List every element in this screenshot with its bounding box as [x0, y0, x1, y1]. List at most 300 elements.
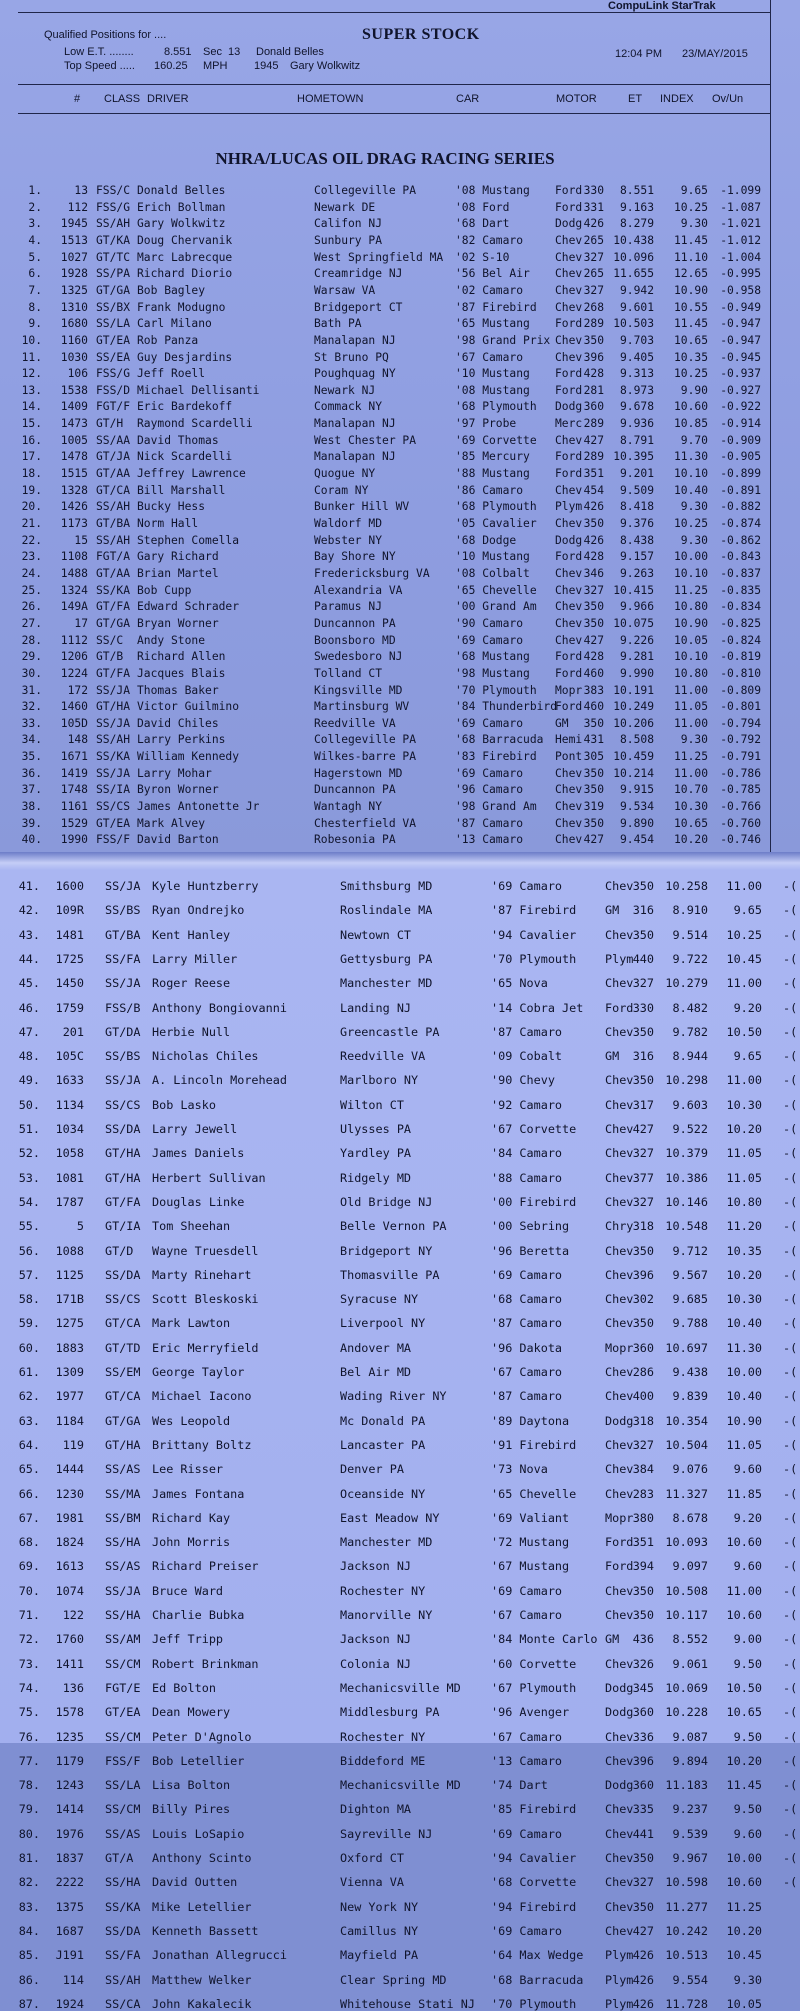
row-motor-make: Mopr	[555, 683, 583, 697]
row-driver: Bob Bagley	[137, 283, 206, 297]
row-motor-make: Chev	[555, 833, 583, 847]
row-over-under: -1.099	[720, 184, 761, 197]
row-class: GT/HA	[96, 700, 131, 714]
row-over-under: -(	[783, 1000, 798, 1015]
table-row	[0, 667, 800, 681]
row-class: SS/MA	[105, 1486, 141, 1501]
row-driver: Bucky Hess	[137, 500, 206, 514]
row-index: 11.10	[673, 250, 708, 264]
row-motor-size: 351	[632, 1535, 654, 1550]
row-et: 10.508	[665, 1583, 708, 1598]
row-et: 10.214	[613, 766, 654, 780]
row-driver: Byron Worner	[137, 783, 219, 797]
row-car-number: 136	[62, 1680, 84, 1695]
row-motor-make: Chev	[555, 350, 583, 364]
row-motor-make: Chev	[555, 766, 583, 780]
row-over-under: -0.905	[720, 450, 761, 464]
header-mid-rule	[18, 84, 770, 85]
row-class: SS/FA	[105, 951, 141, 966]
row-motor-size: 426	[632, 1948, 654, 1963]
row-class: GT/IA	[105, 1219, 141, 1234]
row-car: '68 Corvette	[491, 1875, 577, 1890]
row-car-number: 1824	[55, 1535, 84, 1550]
row-over-under: -(	[783, 1486, 798, 1501]
row-motor-size: 384	[632, 1462, 654, 1477]
row-class: GT/EA	[96, 333, 131, 347]
row-over-under: -0.791	[720, 750, 761, 764]
row-motor-size: 318	[632, 1413, 654, 1428]
row-et: 11.327	[665, 1486, 708, 1501]
row-hometown: Oxford CT	[340, 1851, 404, 1865]
table-row	[0, 1049, 800, 1063]
row-hometown: Denver PA	[340, 1462, 404, 1477]
row-hometown: Bridgeport NY	[340, 1243, 433, 1258]
row-driver: Bob Letellier	[152, 1753, 245, 1768]
row-index: 10.60	[726, 1608, 762, 1622]
row-over-under: -0.801	[720, 700, 761, 714]
row-car-number: 1419	[60, 766, 88, 780]
row-hometown: Hagerstown MD	[314, 766, 403, 780]
row-car-number: 1450	[55, 976, 84, 991]
row-position: 56.	[18, 1243, 40, 1258]
row-motor-size: 360	[632, 1778, 654, 1793]
row-hometown: New York NY	[340, 1899, 419, 1914]
row-motor-make: GM	[605, 1049, 620, 1064]
row-et: 9.890	[619, 816, 654, 830]
row-hometown: Andover MA	[340, 1340, 412, 1355]
row-hometown: Robesonia PA	[314, 833, 396, 847]
row-motor-size: 350	[632, 879, 654, 893]
row-class: SS/HA	[105, 1608, 141, 1622]
row-position: 4.	[28, 233, 42, 247]
row-motor-make: Chev	[555, 333, 583, 347]
row-over-under: -0.899	[720, 467, 761, 481]
row-motor-make: Chev	[555, 816, 583, 830]
row-motor-size: 265	[583, 233, 604, 247]
table-row	[0, 650, 800, 664]
row-motor-make: Chev	[605, 1899, 634, 1914]
row-hometown: Landing NJ	[340, 1000, 412, 1015]
row-class: GT/H	[96, 417, 124, 431]
row-over-under: -0.891	[720, 483, 761, 497]
row-over-under: -(	[783, 1097, 798, 1112]
row-et: 11.183	[665, 1778, 708, 1793]
row-et: 8.279	[619, 217, 654, 231]
row-car: '60 Corvette	[491, 1656, 577, 1671]
row-motor-size: 350	[632, 1583, 654, 1598]
row-index: 10.25	[673, 200, 708, 214]
row-index: 11.00	[726, 1583, 762, 1598]
row-hometown: Gettysburg PA	[340, 951, 433, 966]
row-over-under: -(	[783, 927, 798, 942]
row-hometown: Old Bridge NJ	[340, 1194, 433, 1209]
row-motor-size: 426	[632, 1972, 654, 1987]
table-row	[0, 1219, 800, 1233]
row-over-under: -(	[783, 1219, 798, 1234]
row-driver: Brittany Boltz	[152, 1437, 252, 1452]
row-over-under: -1.012	[720, 233, 761, 247]
row-et: 9.376	[619, 517, 654, 530]
row-class: SS/BS	[105, 903, 141, 918]
row-position: 46.	[18, 1000, 40, 1015]
row-index: 10.20	[726, 1122, 762, 1136]
row-hometown: Manchester MD	[340, 1535, 433, 1550]
row-et: 10.697	[665, 1340, 708, 1355]
row-car: '87 Camaro	[455, 816, 524, 830]
row-car: '68 Barracuda	[455, 733, 544, 747]
row-position: 57.	[18, 1267, 40, 1282]
row-index: 10.90	[726, 1413, 762, 1428]
row-car-number: 1328	[60, 483, 88, 497]
row-car: '69 Camaro	[491, 1826, 563, 1841]
row-et: 10.459	[613, 750, 654, 764]
row-class: SS/AH	[96, 733, 131, 747]
row-motor-size: 460	[583, 700, 604, 714]
row-et: 9.509	[619, 483, 654, 497]
results-sheet-upper	[0, 0, 800, 862]
row-et: 10.258	[665, 879, 708, 893]
row-over-under: -0.909	[720, 433, 761, 447]
row-et: 10.298	[665, 1073, 708, 1088]
row-over-under: -0.937	[720, 367, 761, 381]
row-driver: Victor Guilmino	[137, 700, 240, 714]
row-et: 9.097	[672, 1559, 708, 1574]
row-position: 12.	[21, 367, 42, 381]
row-class: SS/JA	[105, 879, 141, 893]
row-driver: Larry Perkins	[137, 733, 226, 747]
row-class: SS/KA	[96, 583, 131, 597]
row-position: 2.	[28, 200, 42, 214]
row-index: 10.35	[726, 1243, 762, 1258]
row-hometown: Wilkes-barre PA	[314, 750, 417, 764]
row-car: '69 Camaro	[455, 716, 524, 730]
row-motor-size: 317	[632, 1097, 654, 1112]
row-et: 9.685	[672, 1292, 708, 1307]
row-driver: Billy Pires	[152, 1802, 231, 1817]
row-over-under: -0.794	[720, 716, 761, 730]
row-index: 9.30	[680, 500, 708, 514]
row-position: 53.	[18, 1170, 40, 1185]
row-motor-size: 350	[632, 1073, 654, 1088]
row-et: 8.508	[619, 733, 654, 747]
row-driver: Bob Lasko	[152, 1097, 216, 1112]
row-class: SS/KA	[96, 750, 131, 764]
row-class: SS/JA	[96, 716, 131, 730]
row-et: 10.228	[665, 1705, 708, 1720]
row-car: '65 Nova	[491, 976, 548, 991]
row-et: 9.226	[619, 633, 654, 647]
row-class: SS/CA	[105, 1996, 141, 2011]
row-motor-make: Chev	[605, 1753, 634, 1768]
row-position: 54.	[18, 1194, 40, 1209]
row-over-under: -0.786	[720, 766, 761, 780]
results-sheet-lower	[0, 862, 800, 2011]
table-row	[0, 600, 800, 614]
row-et: 9.554	[672, 1972, 708, 1987]
row-position: 75.	[18, 1705, 40, 1720]
row-car-number: 122	[62, 1608, 84, 1622]
row-driver: Gary Richard	[137, 550, 219, 564]
row-index: 9.65	[680, 184, 708, 197]
row-motor-size: 302	[632, 1292, 654, 1307]
row-over-under: -(	[783, 1122, 798, 1136]
row-index: 11.00	[673, 683, 708, 697]
row-driver: Norm Hall	[137, 517, 199, 530]
row-motor-size: 427	[583, 633, 604, 647]
row-hometown: Duncannon PA	[314, 783, 396, 797]
row-over-under: -(	[783, 1826, 798, 1841]
row-position: 17.	[21, 450, 42, 464]
row-hometown: Ulysses PA	[340, 1122, 412, 1136]
row-over-under: -0.834	[720, 600, 761, 614]
row-driver: David Outten	[152, 1875, 238, 1890]
row-motor-size: 350	[583, 716, 604, 730]
row-motor-make: Ford	[605, 1559, 634, 1574]
table-row	[0, 976, 800, 990]
row-hometown: Bel Air MD	[340, 1365, 412, 1379]
row-class: SS/AH	[96, 500, 131, 514]
row-car-number: 1034	[55, 1122, 84, 1136]
row-position: 47.	[18, 1024, 40, 1039]
table-row	[0, 267, 800, 281]
row-class: GT/B	[96, 650, 124, 664]
row-motor-make: Ford	[555, 383, 583, 397]
row-car: '09 Cobalt	[491, 1049, 563, 1064]
table-row	[0, 334, 800, 348]
row-driver: John Morris	[152, 1535, 231, 1550]
row-et: 9.942	[619, 283, 654, 297]
col-header-hometown: HOMETOWN	[297, 93, 364, 105]
row-hometown: Rochester NY	[340, 1583, 426, 1598]
row-class: SS/EA	[96, 350, 131, 364]
row-over-under: -(	[783, 1146, 798, 1161]
row-position: 5.	[28, 250, 42, 264]
row-driver: Marc Labrecque	[137, 250, 233, 264]
row-over-under: -(	[783, 1729, 798, 1744]
row-motor-make: Chev	[605, 1243, 634, 1258]
row-position: 11.	[21, 350, 42, 364]
row-et: 9.157	[619, 550, 654, 564]
row-position: 61.	[18, 1365, 40, 1379]
row-class: GT/TD	[105, 1340, 141, 1355]
table-row	[0, 1389, 800, 1403]
row-hometown: Coram NY	[314, 483, 369, 497]
row-hometown: Paramus NJ	[314, 600, 383, 614]
row-driver: Michael Iacono	[152, 1389, 252, 1404]
row-car-number: 1160	[60, 333, 88, 347]
row-position: 74.	[18, 1680, 40, 1695]
row-over-under: -0.949	[720, 300, 761, 314]
table-row	[0, 1292, 800, 1306]
row-motor-make: Mopr	[605, 1510, 634, 1525]
row-et: 8.910	[672, 903, 708, 918]
row-motor-size: 441	[632, 1826, 654, 1841]
row-hometown: Warsaw VA	[314, 283, 376, 297]
row-car: '08 Mustang	[455, 184, 530, 197]
row-driver: Matthew Welker	[152, 1972, 252, 1987]
row-et: 10.093	[665, 1535, 708, 1550]
row-index: 9.30	[680, 217, 708, 231]
row-driver: Thomas Baker	[137, 683, 219, 697]
row-motor-size: 316	[632, 1049, 654, 1064]
row-hometown: Waldorf MD	[314, 517, 383, 530]
table-row	[0, 234, 800, 248]
row-over-under: -(	[783, 903, 798, 918]
row-class: SS/AA	[96, 433, 131, 447]
row-position: 83.	[18, 1899, 40, 1914]
row-car: '98 Grand Prix	[455, 333, 551, 347]
row-motor-size: 327	[632, 1437, 654, 1452]
row-car-number: 1883	[55, 1340, 84, 1355]
row-et: 8.418	[619, 500, 654, 514]
row-car: '70 Plymouth	[491, 1996, 577, 2011]
row-over-under: -(	[783, 1340, 798, 1355]
row-et: 9.601	[619, 300, 654, 314]
row-et: 10.438	[613, 233, 654, 247]
row-car-number: 1748	[60, 783, 88, 797]
row-car: '10 Mustang	[455, 550, 530, 564]
row-hometown: Mechanicsville MD	[340, 1778, 461, 1793]
row-class: SS/KA	[105, 1899, 141, 1914]
row-motor-size: 360	[632, 1340, 654, 1355]
row-hometown: Swedesboro NJ	[314, 650, 403, 664]
table-row	[0, 584, 800, 598]
row-motor-size: 426	[583, 500, 604, 514]
row-motor-size: 396	[632, 1267, 654, 1282]
row-motor-size: 396	[583, 350, 604, 364]
row-motor-size: 268	[583, 300, 604, 314]
row-driver: Raymond Scardelli	[137, 417, 253, 431]
row-driver: Kyle Huntzberry	[152, 879, 259, 893]
table-row	[0, 1778, 800, 1792]
table-row	[0, 1122, 800, 1136]
row-over-under: -(	[783, 1170, 798, 1185]
table-row	[0, 903, 800, 917]
row-motor-size: 360	[632, 1705, 654, 1720]
row-et: 9.539	[672, 1826, 708, 1841]
row-class: SS/JA	[105, 1583, 141, 1598]
row-index: 10.00	[726, 1365, 762, 1379]
row-et: 9.438	[672, 1365, 708, 1379]
row-driver: Bruce Ward	[152, 1583, 224, 1598]
row-hometown: Sunbury PA	[314, 233, 383, 247]
row-over-under: -0.824	[720, 633, 761, 647]
row-car-number: 149A	[60, 600, 88, 614]
row-motor-size: 350	[632, 1243, 654, 1258]
row-index: 11.00	[726, 1073, 762, 1088]
row-hometown: Manalapan NJ	[314, 450, 396, 464]
row-position: 51.	[18, 1122, 40, 1136]
row-driver: Mark Lawton	[152, 1316, 231, 1331]
row-motor-size: 305	[583, 750, 604, 764]
row-index: 10.20	[726, 1923, 762, 1938]
row-motor-make: Chev	[555, 566, 583, 580]
row-over-under: -(	[783, 1583, 798, 1598]
row-motor-size: 350	[583, 783, 604, 797]
row-motor-size: 345	[632, 1680, 654, 1695]
row-car-number: 1460	[60, 700, 88, 714]
row-motor-size: 350	[632, 1024, 654, 1039]
row-motor-make: Ford	[605, 1535, 634, 1550]
col-header-class: CLASS	[104, 93, 141, 105]
row-car-number: 1243	[55, 1778, 84, 1793]
row-class: GT/FA	[96, 666, 131, 680]
row-et: 9.076	[672, 1462, 708, 1477]
row-motor-make: Chev	[605, 1826, 634, 1841]
row-hometown: Reedville VA	[314, 716, 396, 730]
row-car: '08 Mustang	[455, 383, 530, 397]
row-position: 45.	[18, 976, 40, 991]
row-driver: Rob Panza	[137, 333, 199, 347]
table-row	[0, 1195, 800, 1209]
row-car-number: 1414	[55, 1802, 84, 1817]
row-position: 85.	[18, 1948, 40, 1963]
row-car: '69 Camaro	[455, 766, 524, 780]
top-speed-car: 1945	[254, 60, 279, 72]
row-car-number: 1725	[55, 951, 84, 966]
row-driver: Robert Brinkman	[152, 1656, 259, 1671]
row-hometown: Poughquag NY	[314, 367, 396, 381]
row-over-under: -(	[783, 1705, 798, 1720]
row-car: '05 Cavalier	[455, 517, 537, 530]
row-et: 10.075	[613, 616, 654, 630]
row-index: 10.10	[673, 650, 708, 664]
row-car-number: 1030	[60, 350, 88, 364]
row-position: 34.	[21, 733, 42, 747]
row-index: 10.40	[726, 1389, 762, 1404]
row-motor-make: Chev	[605, 1729, 634, 1744]
row-car: '72 Mustang	[491, 1535, 570, 1550]
row-et: 8.552	[672, 1632, 708, 1647]
row-motor-size: 330	[632, 1000, 654, 1015]
row-motor-size: 350	[632, 1851, 654, 1865]
row-class: SS/BM	[105, 1510, 141, 1525]
row-motor-size: 346	[583, 566, 604, 580]
row-motor-size: 350	[632, 1608, 654, 1622]
row-index: 10.90	[673, 283, 708, 297]
row-car-number: 1837	[55, 1851, 84, 1865]
row-car: '85 Mercury	[455, 450, 530, 464]
table-row	[0, 1438, 800, 1452]
row-driver: George Taylor	[152, 1365, 245, 1379]
low-et-label: Low E.T. ........	[64, 46, 134, 58]
row-et: 8.791	[619, 433, 654, 447]
row-motor-size: 327	[632, 976, 654, 991]
row-class: FGT/F	[96, 400, 131, 414]
row-driver: Larry Mohar	[137, 766, 212, 780]
row-motor-size: 350	[632, 1316, 654, 1331]
report-date: 23/MAY/2015	[682, 48, 748, 60]
row-motor-make: Chev	[555, 233, 583, 247]
row-car-number: 201	[62, 1024, 84, 1039]
row-position: 20.	[21, 500, 42, 514]
row-index: 10.65	[726, 1705, 762, 1720]
row-et: 10.279	[665, 976, 708, 991]
row-motor-make: Chev	[605, 879, 634, 893]
row-car: '68 Dart	[455, 217, 510, 231]
table-row	[0, 351, 800, 365]
row-car-number: 1981	[55, 1510, 84, 1525]
row-et: 10.242	[665, 1923, 708, 1938]
row-class: SS/CS	[96, 800, 131, 814]
row-car: '90 Chevy	[491, 1073, 555, 1088]
row-car: '67 Mustang	[491, 1559, 570, 1574]
row-driver: Brian Martel	[137, 566, 219, 580]
row-position: 69.	[18, 1559, 40, 1574]
row-hometown: St Bruno PQ	[314, 350, 389, 364]
row-et: 9.936	[619, 417, 654, 431]
row-class: SS/PA	[96, 267, 131, 281]
